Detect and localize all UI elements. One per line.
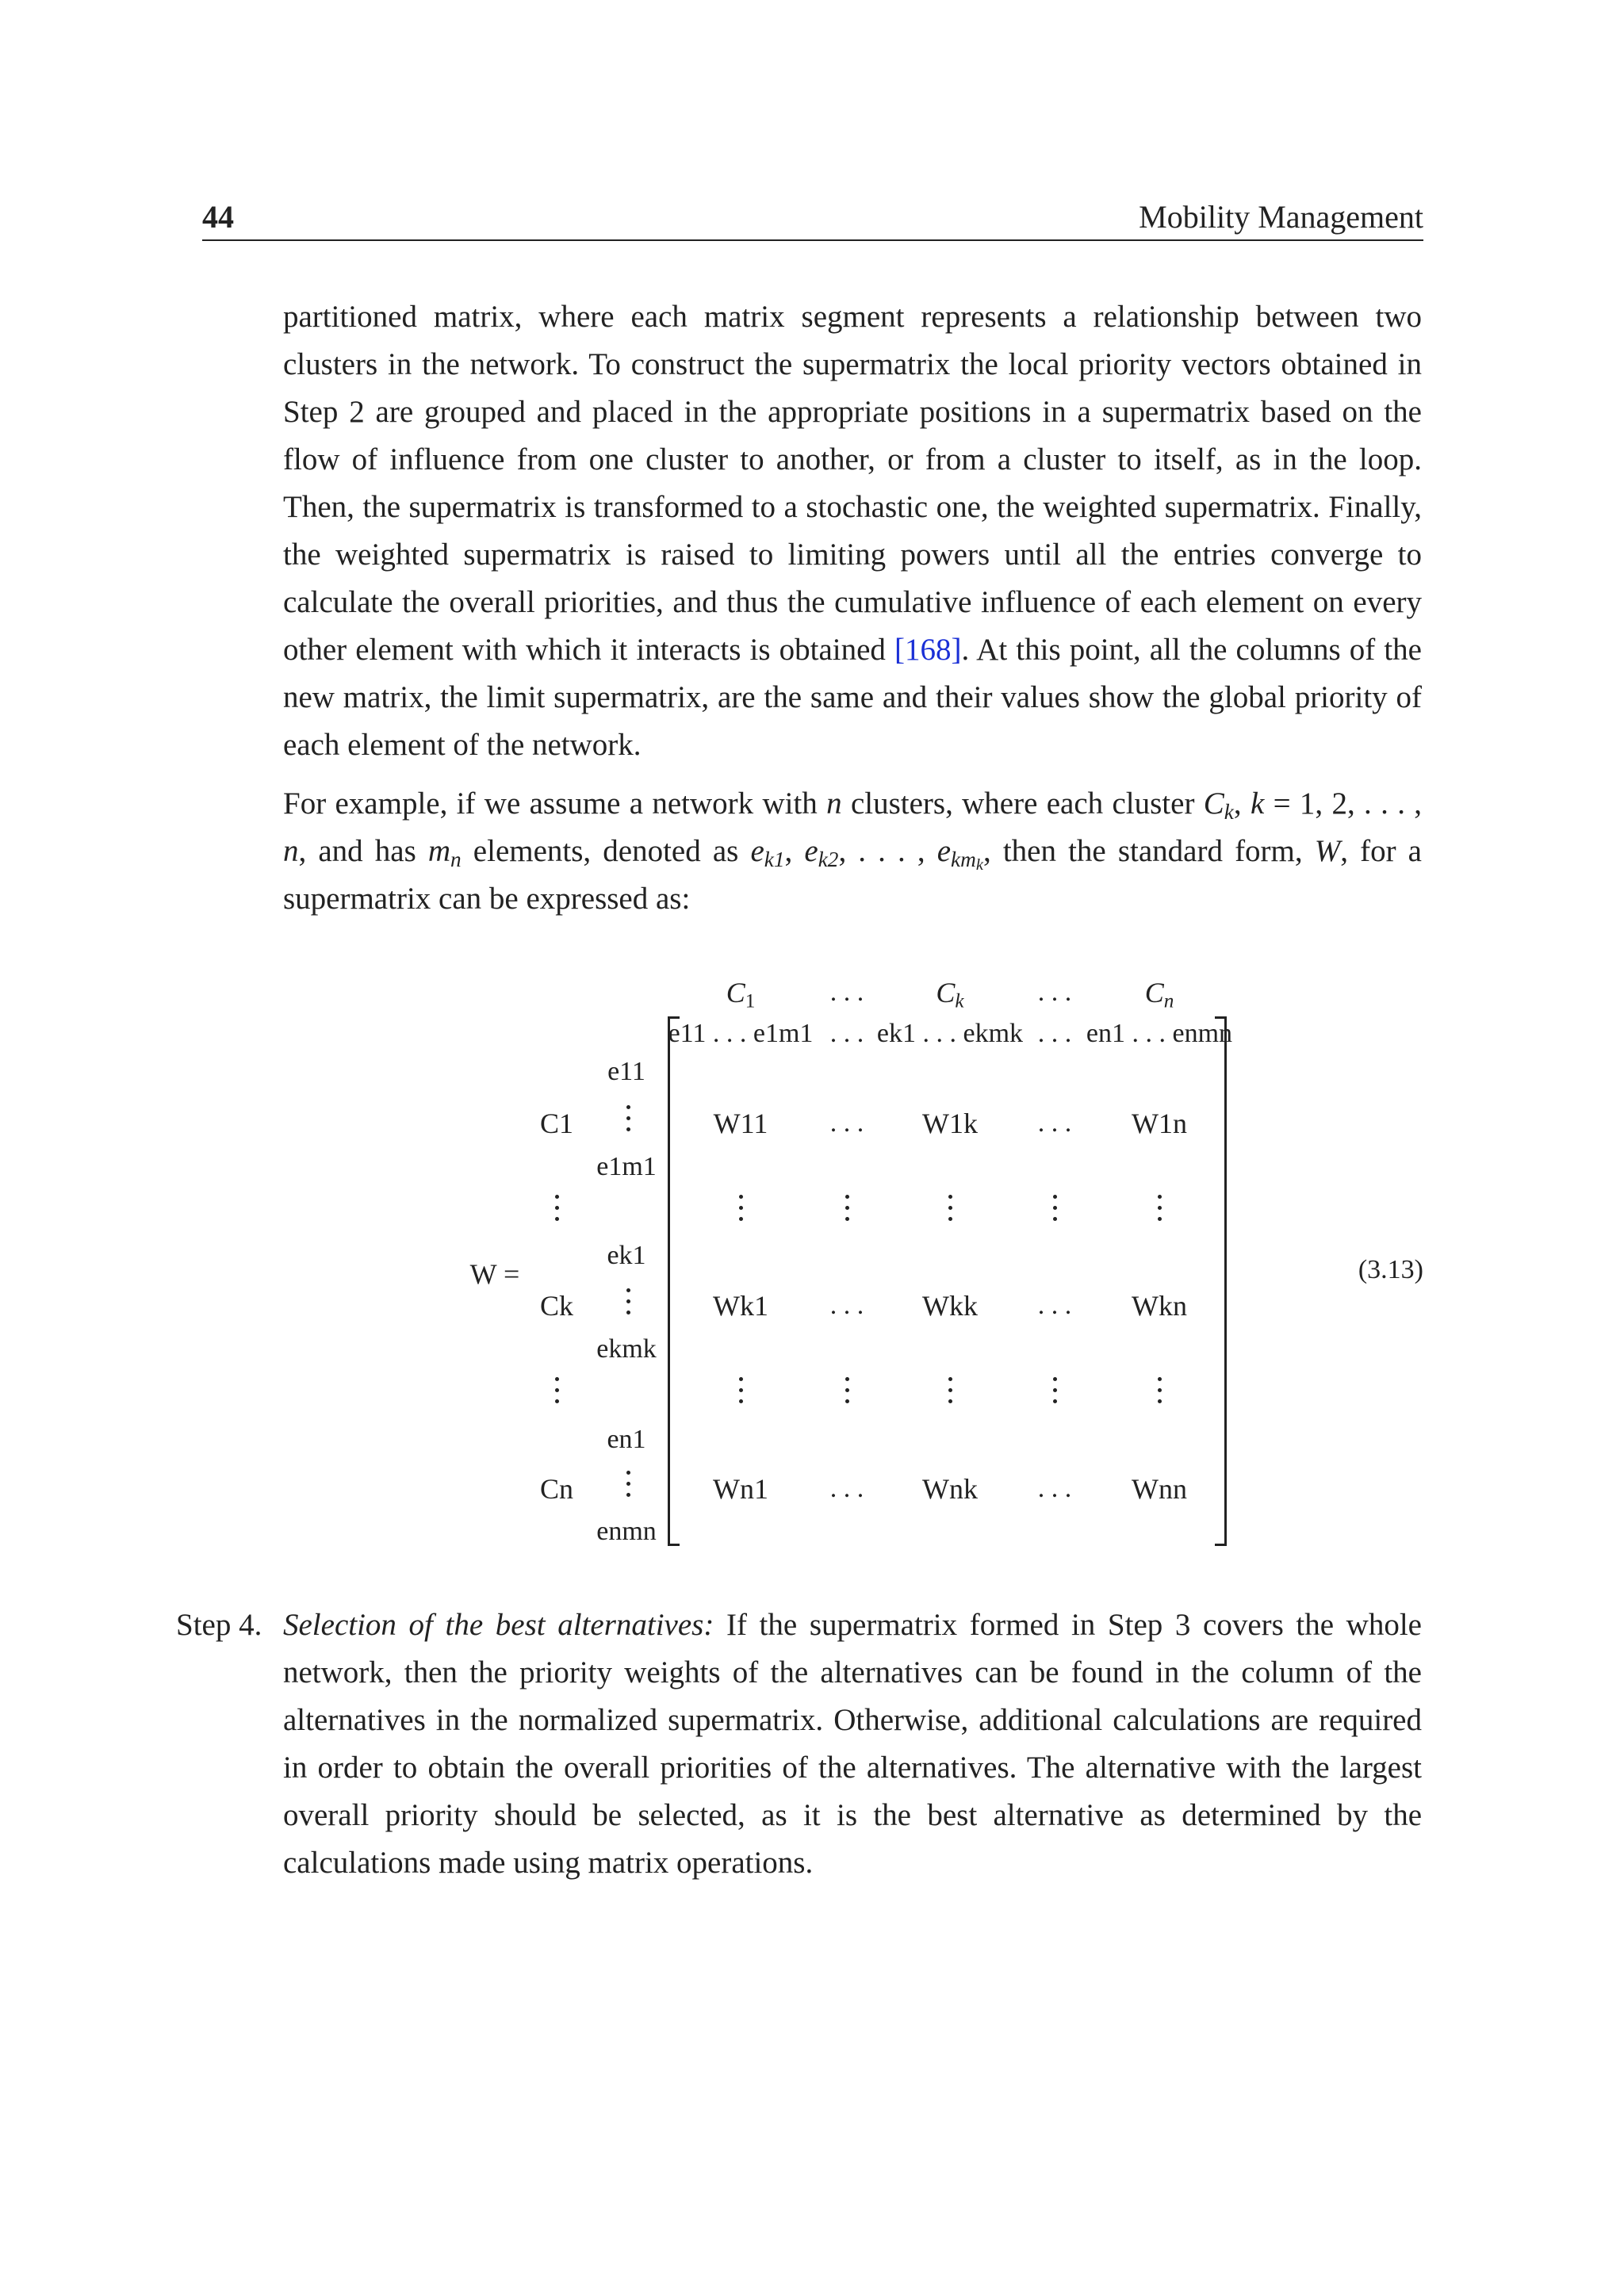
col-cluster-header: $C_n$ — [1144, 977, 1174, 1012]
vdots — [626, 1471, 630, 1504]
paragraph-text: . At this point, all the columns of the new matrix, the limit supermatrix, are the same and their values show the global priority of each element of the network. — [283, 633, 1422, 762]
vdots — [626, 1288, 630, 1322]
text: elements, denoted as — [461, 834, 751, 868]
cell-hdots: . . . — [1037, 1474, 1072, 1503]
row-element-label: ekmk — [596, 1334, 657, 1364]
cell-hdots: . . . — [829, 1474, 864, 1503]
vdots — [1157, 1195, 1162, 1228]
vdots — [738, 1377, 743, 1410]
paragraph-example — [283, 780, 1422, 923]
running-title: Mobility Management — [1139, 199, 1423, 235]
equation-lhs: W = — [469, 1258, 520, 1290]
vdots — [948, 1195, 952, 1228]
matrix-cell: W1n — [1132, 1108, 1187, 1139]
col-elements-header: en1 . . . enmn — [1086, 1019, 1233, 1048]
row-element-label: e11 — [607, 1057, 645, 1086]
math-k: k — [1250, 786, 1265, 821]
page-number: 44 — [202, 199, 234, 235]
paragraph-step4 — [283, 1601, 1422, 1887]
col-hdots: . . . — [1037, 978, 1072, 1007]
matrix-left-bracket — [668, 1016, 680, 1546]
math-e: e — [936, 834, 952, 868]
cell-hdots: . . . — [1037, 1108, 1072, 1138]
matrix-cell: Wnn — [1132, 1473, 1187, 1505]
vdots — [948, 1377, 952, 1410]
math-sub-n: n — [450, 847, 462, 871]
row-element-label: enmn — [596, 1517, 657, 1546]
paragraph-text: If the supermatrix formed in Step 3 covers the whole network, then the priority weights of the alternatives can be found in the column of the alternatives in the normalized supermatrix. Otherwise, additional calculations are required in order to obtain the overall priorities of the alternatives. The alternative with the largest overall priority should be selected, as it is the best alternative as determined by the calculations made using matrix operations. — [283, 1608, 1422, 1880]
matrix-cell: Wkk — [922, 1290, 978, 1322]
text: , . . . , — [838, 834, 937, 868]
cell-hdots: . . . — [829, 1291, 864, 1320]
vdots — [1052, 1377, 1057, 1410]
text: , — [784, 834, 805, 868]
matrix-cell: Wnk — [922, 1473, 978, 1505]
paragraph-text: partitioned matrix, where each matrix segment represents a relationship between two clusters in the network. To construct the supermatrix the local priority vectors obtained in Step 2 are grouped and placed in the appropriate positions in a supermatrix based on the flow of influence from one cluster to another, or from a cluster to itself, as in the loop. Then, the supermatrix is transformed to a stochastic one, the weighted supermatrix. Finally, the weighted supermatrix is raised to limiting powers until all the entries converge to calculate the overall priorities, and thus the cumulative influence of each element on every other element with which it interacts is obtained — [283, 300, 1422, 667]
text: = 1, 2, . . . , — [1264, 786, 1423, 821]
math-sub-sub: k — [975, 855, 983, 874]
col-elements-header: e11 . . . e1m1 — [668, 1019, 814, 1048]
matrix-right-bracket — [1215, 1016, 1227, 1546]
step-title: Selection of the best alternatives: — [283, 1608, 714, 1642]
citation-link[interactable]: [168] — [894, 633, 962, 667]
col-hdots: . . . — [1037, 1019, 1072, 1048]
math-sub: km — [951, 847, 976, 871]
math-sub-k: k — [1224, 799, 1234, 824]
vdots — [1157, 1377, 1162, 1410]
text: , — [1233, 786, 1251, 821]
row-cluster-label: Cn — [539, 1473, 574, 1505]
vdots — [554, 1377, 559, 1410]
matrix-cell: Wk1 — [713, 1290, 768, 1322]
matrix-cell: W11 — [713, 1108, 768, 1139]
text: clusters, where each cluster — [841, 786, 1204, 821]
equation-number: (3.13) — [1358, 1255, 1423, 1284]
row-element-label: ek1 — [607, 1241, 646, 1270]
text: For example, if we assume a network with — [283, 786, 827, 821]
col-elements-header: ek1 . . . ekmk — [876, 1019, 1024, 1048]
vdots — [626, 1105, 630, 1138]
text: for a supermatrix can be expressed as: — [283, 834, 1422, 916]
row-cluster-label: Ck — [539, 1290, 574, 1322]
math-e: e — [804, 834, 818, 868]
text: , — [1340, 834, 1348, 868]
vdots — [738, 1195, 743, 1228]
math-sub: k2 — [818, 847, 839, 871]
matrix-cell: Wkn — [1132, 1290, 1187, 1322]
vdots — [554, 1195, 559, 1228]
matrix-cell: Wn1 — [713, 1473, 768, 1505]
vdots — [1052, 1195, 1057, 1228]
math-n: n — [283, 834, 299, 868]
matrix-cell: W1k — [922, 1108, 978, 1139]
math-c: C — [1203, 786, 1224, 821]
col-hdots: . . . — [829, 1019, 864, 1048]
math-w: W — [1314, 834, 1341, 868]
cell-hdots: . . . — [829, 1108, 864, 1138]
paragraph-supermatrix-construction — [283, 293, 1422, 769]
col-cluster-header: $C_1$ — [726, 977, 756, 1012]
math-n: n — [826, 786, 842, 821]
math-e: e — [750, 834, 764, 868]
col-cluster-header: $C_k$ — [936, 977, 964, 1012]
header-rule — [202, 239, 1423, 241]
step-label: Step 4. — [176, 1608, 262, 1642]
row-element-label: en1 — [607, 1425, 646, 1454]
col-hdots: . . . — [829, 978, 864, 1007]
cell-hdots: . . . — [1037, 1291, 1072, 1320]
text: , then the standard form, — [982, 834, 1315, 868]
math-sub: k1 — [764, 847, 785, 871]
vdots — [845, 1195, 849, 1228]
vdots — [845, 1377, 849, 1410]
row-cluster-label: C1 — [539, 1108, 574, 1139]
text: , and has — [298, 834, 428, 868]
math-m: m — [427, 834, 451, 868]
row-element-label: e1m1 — [596, 1152, 657, 1181]
